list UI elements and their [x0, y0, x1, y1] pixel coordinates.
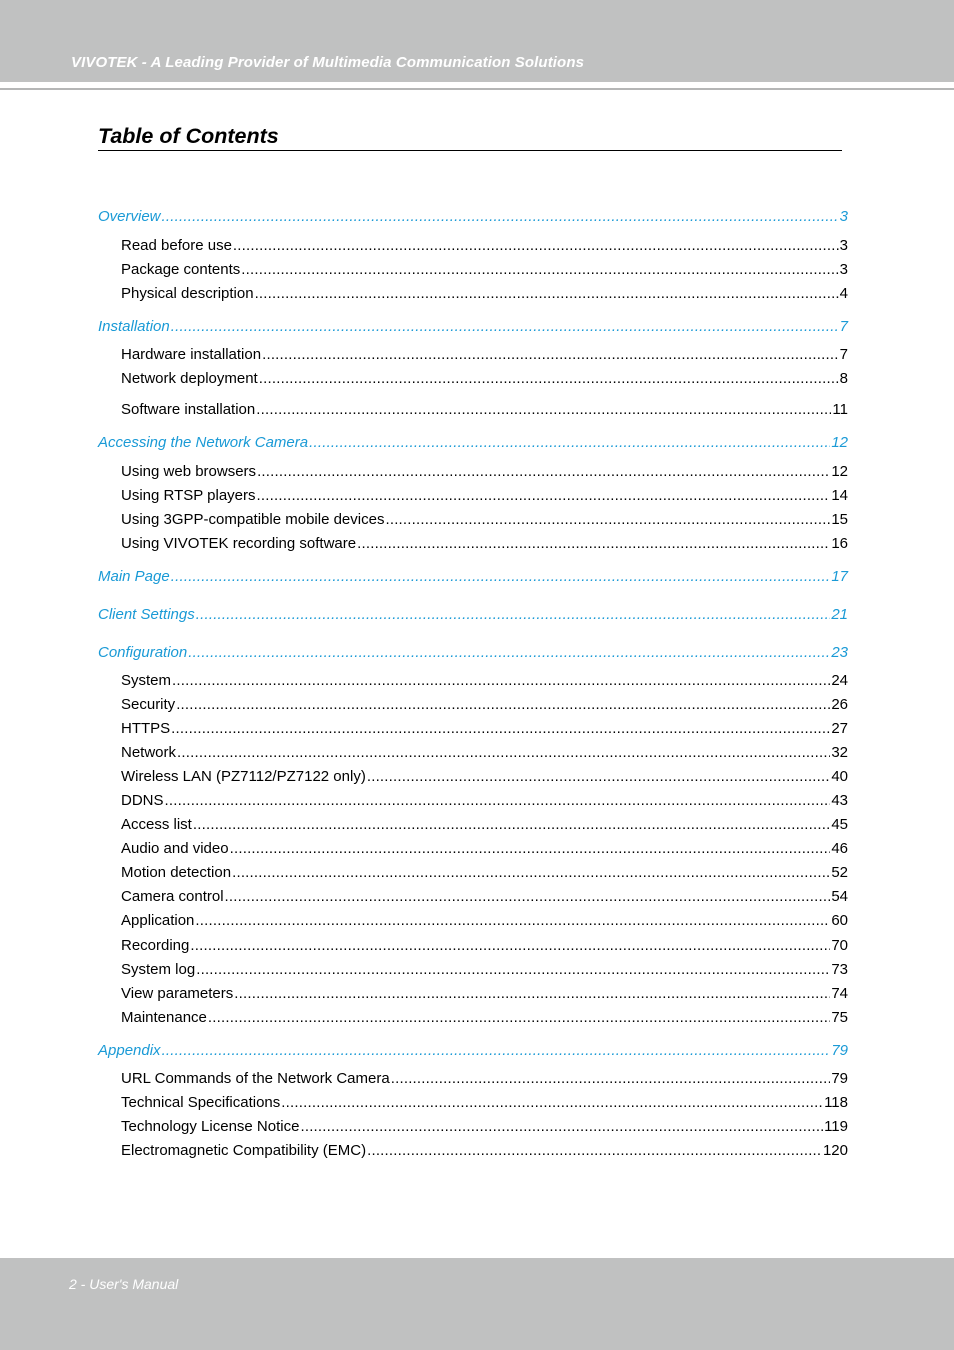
toc-dot-leader [234, 985, 830, 1002]
toc-dot-leader [195, 912, 830, 929]
toc-entry-page-number: 26 [831, 696, 848, 713]
toc-entry-page-number: 32 [831, 744, 848, 761]
toc-entry-page-number: 52 [831, 864, 848, 881]
toc-entry-label: URL Commands of the Network Camera [121, 1070, 390, 1087]
toc-entry-label: Physical description [121, 285, 254, 302]
toc-subsection-entry [121, 768, 848, 788]
toc-entry-label: Technical Specifications [121, 1094, 281, 1111]
toc-entry-label: Electromagnetic Compatibility (EMC) [121, 1142, 367, 1159]
toc-dot-leader [208, 1009, 830, 1026]
toc-dot-leader [176, 696, 830, 713]
toc-dot-leader [300, 1118, 823, 1135]
toc-subsection-entry [121, 285, 848, 305]
toc-entry-page-number: 12 [831, 463, 848, 480]
toc-entry-label: Audio and video [121, 840, 229, 857]
toc-subsection-entry [121, 1009, 848, 1029]
toc-section-entry[interactable] [98, 1042, 848, 1062]
toc-entry-page-number: 14 [831, 487, 848, 504]
toc-section-entry[interactable] [98, 318, 848, 338]
toc-entry-page-number: 79 [831, 1070, 848, 1087]
page-title: Table of Contents [98, 122, 842, 151]
toc-subsection-entry [121, 535, 848, 555]
toc-entry-label: Using web browsers [121, 463, 257, 480]
toc-entry-page-number: 7 [839, 346, 848, 363]
toc-entry-label: Using RTSP players [121, 487, 256, 504]
toc-section-entry[interactable] [98, 208, 848, 228]
toc-entry-label: Security [121, 696, 176, 713]
toc-dot-leader [257, 463, 830, 480]
toc-dot-leader [193, 816, 830, 833]
toc-dot-leader [391, 1070, 831, 1087]
toc-entry-page-number: 3 [839, 261, 848, 278]
footer-page-label: 2 - User's Manual [69, 1276, 179, 1292]
toc-entry-page-number: 23 [831, 644, 848, 661]
toc-entry-label: Software installation [121, 401, 256, 418]
toc-entry-label: Using 3GPP-compatible mobile devices [121, 511, 385, 528]
toc-subsection-entry [121, 912, 848, 932]
toc-entry-label: Motion detection [121, 864, 232, 881]
toc-entry-page-number: 16 [831, 535, 848, 552]
toc-dot-leader [357, 535, 830, 552]
toc-entry-page-number: 46 [831, 840, 848, 857]
toc-entry-page-number: 120 [822, 1142, 848, 1159]
toc-subsection-entry [121, 1118, 848, 1138]
toc-section-entry[interactable] [98, 434, 848, 454]
toc-subsection-entry [121, 1070, 848, 1090]
toc-dot-leader [281, 1094, 823, 1111]
toc-dot-leader [233, 237, 839, 254]
toc-entry-page-number: 45 [831, 816, 848, 833]
toc-entry-label: Application [121, 912, 195, 929]
toc-entry-page-number: 4 [839, 285, 848, 302]
toc-subsection-entry [121, 511, 848, 531]
toc-dot-leader [232, 864, 830, 881]
toc-entry-label: Appendix [98, 1042, 161, 1059]
toc-entry-page-number: 60 [831, 912, 848, 929]
toc-entry-page-number: 70 [831, 937, 848, 954]
toc-entry-page-number: 12 [831, 434, 848, 451]
toc-subsection-entry [121, 792, 848, 812]
toc-dot-leader [162, 1042, 831, 1059]
toc-dot-leader [196, 961, 830, 978]
toc-subsection-entry [121, 744, 848, 764]
toc-entry-label: Maintenance [121, 1009, 207, 1026]
toc-entry-page-number: 74 [831, 985, 848, 1002]
header-divider [0, 88, 954, 90]
toc-section-entry[interactable] [98, 644, 848, 664]
toc-dot-leader [225, 888, 831, 905]
toc-dot-leader [177, 744, 830, 761]
toc-subsection-entry [121, 672, 848, 692]
toc-dot-leader [367, 1142, 822, 1159]
toc-dot-leader [367, 768, 830, 785]
toc-entry-page-number: 119 [824, 1118, 848, 1135]
toc-subsection-entry [121, 840, 848, 860]
toc-entry-label: Package contents [121, 261, 241, 278]
toc-entry-label: Configuration [98, 644, 188, 661]
toc-subsection-entry [121, 346, 848, 366]
toc-entry-page-number: 54 [831, 888, 848, 905]
toc-dot-leader [162, 208, 839, 225]
toc-subsection-entry [121, 463, 848, 483]
toc-entry-label: View parameters [121, 985, 234, 1002]
toc-dot-leader [259, 370, 839, 387]
toc-entry-page-number: 7 [839, 318, 848, 335]
toc-dot-leader [196, 606, 831, 623]
toc-entry-label: HTTPS [121, 720, 171, 737]
toc-dot-leader [165, 792, 831, 809]
toc-entry-label: Installation [98, 318, 170, 335]
toc-subsection-entry [121, 888, 848, 908]
toc-dot-leader [256, 401, 831, 418]
toc-dot-leader [171, 568, 831, 585]
toc-entry-page-number: 75 [831, 1009, 848, 1026]
toc-subsection-entry [121, 864, 848, 884]
toc-section-entry[interactable] [98, 568, 848, 588]
toc-entry-label: Main Page [98, 568, 170, 585]
toc-entry-label: Using VIVOTEK recording software [121, 535, 357, 552]
toc-subsection-entry [121, 1094, 848, 1114]
toc-dot-leader [241, 261, 838, 278]
toc-subsection-entry [121, 937, 848, 957]
toc-entry-page-number: 3 [839, 208, 848, 225]
toc-entry-page-number: 15 [831, 511, 848, 528]
toc-entry-page-number: 27 [831, 720, 848, 737]
toc-entry-label: Wireless LAN (PZ7112/PZ7122 only) [121, 768, 366, 785]
toc-entry-page-number: 24 [831, 672, 848, 689]
toc-dot-leader [188, 644, 830, 661]
toc-entry-label: DDNS [121, 792, 164, 809]
toc-entry-page-number: 8 [839, 370, 848, 387]
toc-entry-page-number: 43 [831, 792, 848, 809]
toc-entry-label: Recording [121, 937, 190, 954]
toc-subsection-entry [121, 487, 848, 507]
toc-entry-label: Client Settings [98, 606, 195, 623]
toc-dot-leader [257, 487, 831, 504]
toc-dot-leader [171, 720, 830, 737]
toc-subsection-entry [121, 370, 848, 390]
toc-entry-label: System log [121, 961, 196, 978]
toc-dot-leader [309, 434, 830, 451]
toc-entry-label: Technology License Notice [121, 1118, 300, 1135]
toc-subsection-entry [121, 985, 848, 1005]
toc-dot-leader [172, 672, 830, 689]
toc-entry-label: Camera control [121, 888, 224, 905]
toc-entry-label: Access list [121, 816, 192, 833]
header-tagline: VIVOTEK - A Leading Provider of Multimedia Communication Solutions [71, 54, 585, 71]
toc-entry-page-number: 79 [831, 1042, 848, 1059]
toc-subsection-entry [121, 1142, 848, 1162]
toc-subsection-entry [121, 696, 848, 716]
toc-entry-page-number: 118 [824, 1094, 848, 1111]
toc-entry-label: Accessing the Network Camera [98, 434, 309, 451]
toc-dot-leader [262, 346, 839, 363]
toc-entry-label: Network [121, 744, 177, 761]
toc-entry-page-number: 21 [831, 606, 848, 623]
toc-subsection-entry [121, 261, 848, 281]
toc-subsection-entry [121, 816, 848, 836]
toc-entry-label: Read before use [121, 237, 232, 254]
toc-entry-label: Network deployment [121, 370, 258, 387]
toc-entry-page-number: 73 [831, 961, 848, 978]
toc-dot-leader [171, 318, 839, 335]
toc-entry-page-number: 11 [832, 401, 848, 418]
toc-dot-leader [255, 285, 839, 302]
toc-dot-leader [190, 937, 830, 954]
toc-dot-leader [385, 511, 830, 528]
toc-section-entry[interactable] [98, 606, 848, 626]
toc-subsection-entry [121, 720, 848, 740]
toc-subsection-entry [121, 401, 848, 421]
toc-subsection-entry [121, 237, 848, 257]
toc-dot-leader [230, 840, 831, 857]
footer-band [0, 1258, 954, 1350]
toc-subsection-entry [121, 961, 848, 981]
toc-entry-label: System [121, 672, 172, 689]
toc-entry-page-number: 3 [839, 237, 848, 254]
toc-entry-page-number: 40 [831, 768, 848, 785]
toc-entry-page-number: 17 [831, 568, 848, 585]
toc-entry-label: Hardware installation [121, 346, 262, 363]
toc-entry-label: Overview [98, 208, 161, 225]
